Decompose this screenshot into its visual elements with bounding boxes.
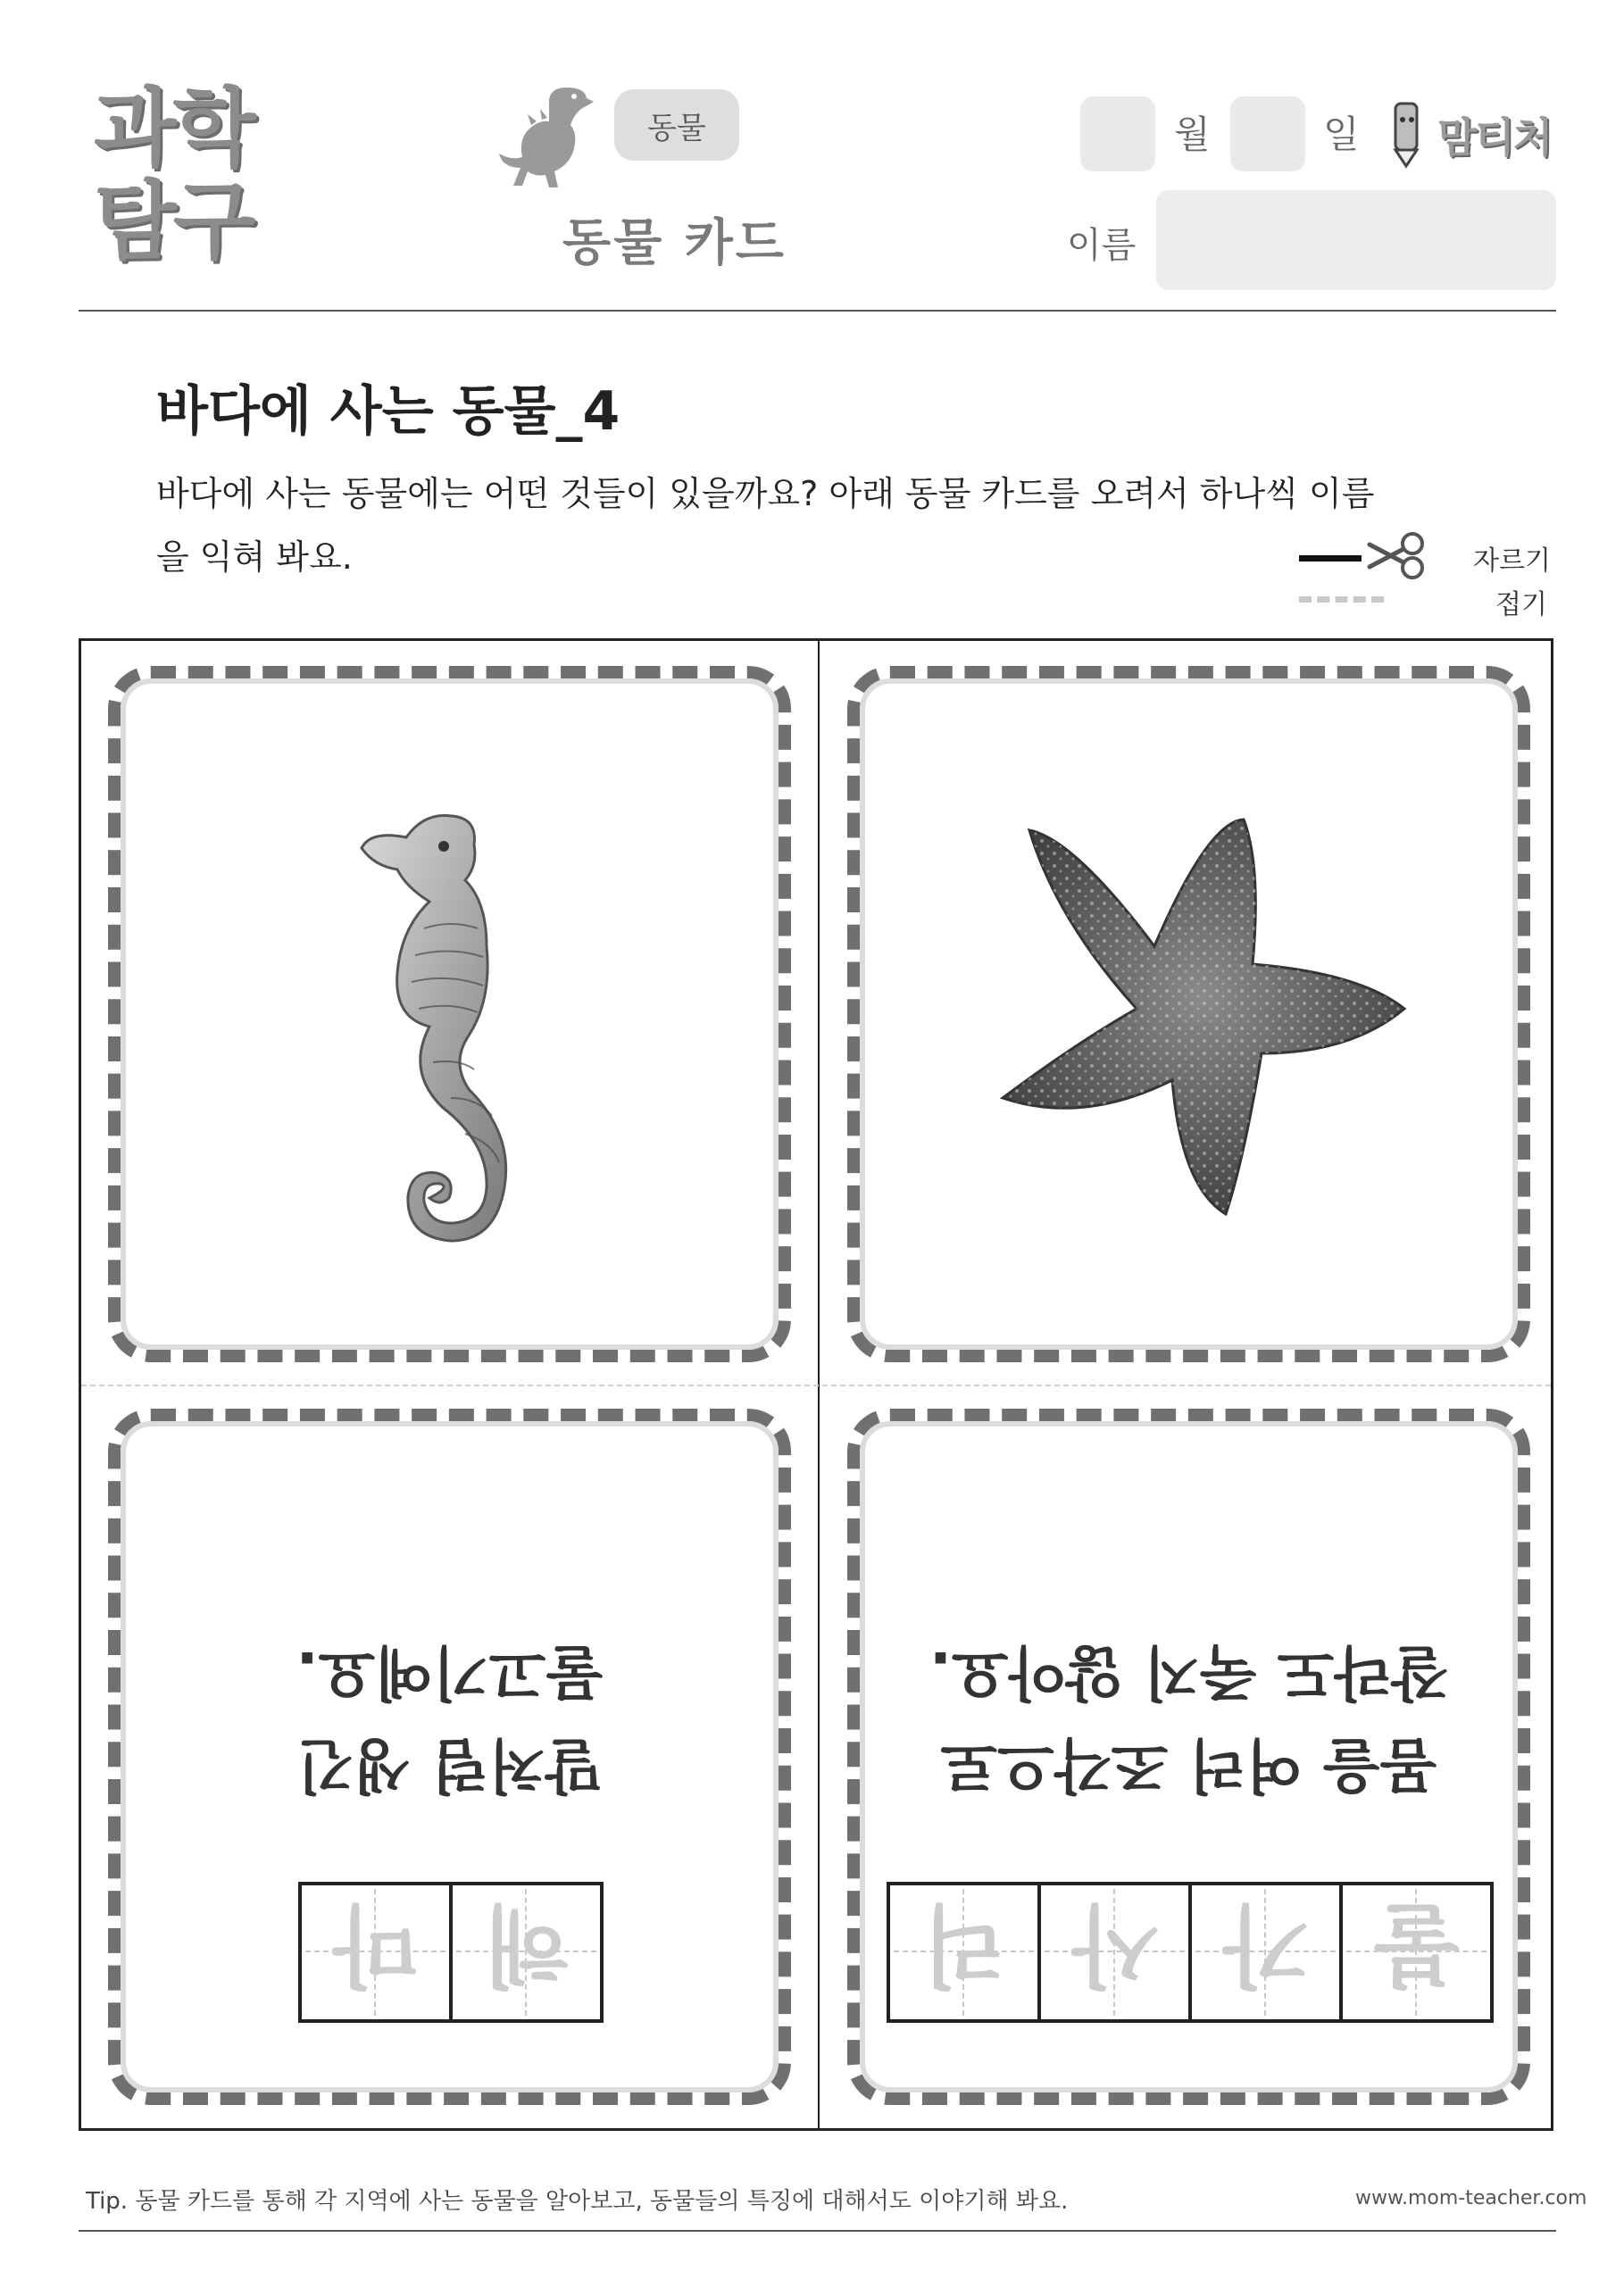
cut-line-sample bbox=[1299, 555, 1362, 562]
fold-line-sample bbox=[1299, 596, 1384, 603]
legend-cut-label: 자르기 bbox=[1473, 545, 1551, 577]
card-seahorse-front[interactable] bbox=[108, 666, 791, 1362]
month-label: 월 bbox=[1174, 112, 1211, 156]
instructions-line-1: 바다에 사는 동물에는 어떤 것들이 있을까요? 아래 동물 카드를 오려서 하나씩 이름 bbox=[156, 474, 1375, 513]
brand-name: 맘티처 bbox=[1437, 113, 1552, 162]
sheet-title: 동물 카드 bbox=[562, 214, 787, 272]
card-description-line-2: 잘라도 죽지 않아요. bbox=[929, 1638, 1449, 1707]
name-input[interactable] bbox=[1156, 190, 1556, 290]
page-heading: 바다에 사는 동물_4 bbox=[156, 380, 620, 443]
instructions-line-2: 을 익혀 봐요. bbox=[156, 537, 353, 577]
letter-box: 해 bbox=[450, 1882, 604, 2023]
category-badge: 동물 bbox=[614, 89, 739, 161]
instructions bbox=[156, 462, 1522, 589]
name-label: 이름 bbox=[1067, 225, 1137, 266]
footer-url[interactable]: www.mom-teacher.com bbox=[1355, 2187, 1587, 2209]
starfish-image bbox=[976, 812, 1422, 1223]
footer-tip: Tip. 동물 카드를 통해 각 지역에 사는 동물을 알아보고, 동물들의 특징에 대해서도 이야기해 봐요. bbox=[86, 2188, 1069, 2215]
day-label: 일 bbox=[1323, 112, 1360, 156]
card-starfish-back-content bbox=[860, 1421, 1518, 2092]
day-input[interactable] bbox=[1230, 96, 1305, 171]
letter-box: 불 bbox=[1340, 1882, 1495, 2023]
card-description-line-1: 말처럼 생긴 bbox=[296, 1731, 603, 1800]
footer-divider bbox=[79, 2230, 1556, 2232]
science-logo bbox=[94, 79, 290, 287]
month-input[interactable] bbox=[1080, 96, 1155, 171]
card-description-line-2: 물고기예요. bbox=[296, 1638, 604, 1707]
name-tracing-boxes bbox=[121, 1882, 779, 2023]
header-divider bbox=[79, 310, 1556, 312]
letter-box: 리 bbox=[887, 1882, 1042, 2023]
letter-box: 사 bbox=[1038, 1882, 1193, 2023]
logo-line-1: 과학 bbox=[94, 79, 253, 179]
name-tracing-boxes bbox=[860, 1882, 1518, 2023]
card-seahorse-back[interactable] bbox=[108, 1409, 791, 2105]
card-starfish-back[interactable] bbox=[847, 1409, 1530, 2105]
dinosaur-icon bbox=[496, 79, 612, 195]
card-seahorse-back-content bbox=[121, 1421, 779, 2092]
letter-box: 마 bbox=[299, 1882, 454, 2023]
card-description-line-1: 몸을 여러 조각으로 bbox=[940, 1731, 1437, 1800]
legend-fold-label: 접기 bbox=[1495, 589, 1547, 620]
seahorse-image bbox=[344, 794, 576, 1259]
logo-line-2: 탐구 bbox=[94, 171, 253, 271]
letter-box: 가 bbox=[1189, 1882, 1344, 2023]
fold-line-horizontal bbox=[81, 1385, 1551, 1386]
scissors-icon bbox=[1366, 531, 1428, 580]
card-sheet bbox=[79, 638, 1553, 2131]
card-starfish-front[interactable] bbox=[847, 666, 1530, 1362]
